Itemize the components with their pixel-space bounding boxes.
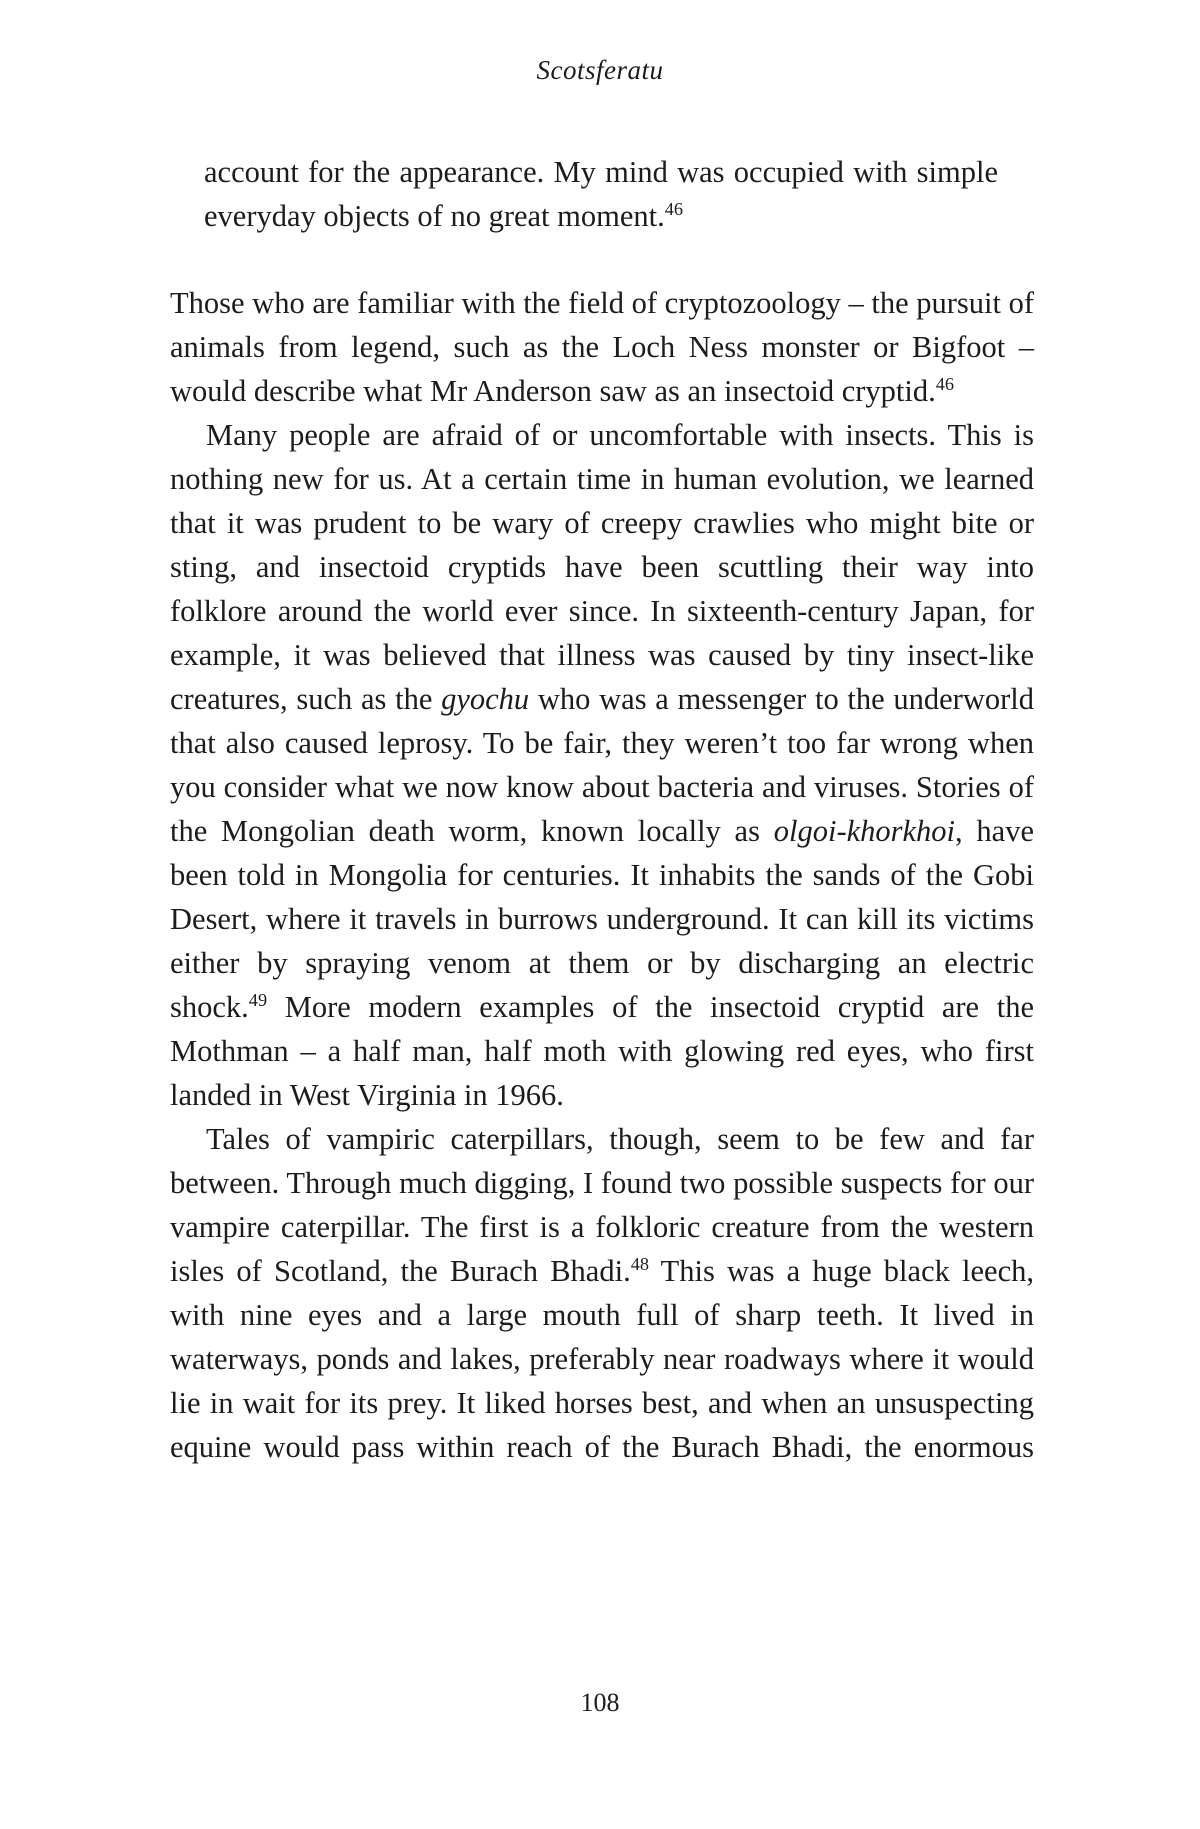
quote-paragraph xyxy=(204,150,998,238)
body-text xyxy=(170,281,1034,1469)
paragraph-3 xyxy=(170,1117,1034,1469)
paragraph-2 xyxy=(170,413,1034,1117)
term-gyochu: gyochu xyxy=(441,682,530,716)
footnote-ref: 46 xyxy=(664,198,684,219)
quote-text: account for the appearance. My mind was occupied with simple everyday objects of no great moment. xyxy=(204,155,998,233)
paragraph-2-text-c: , have been told in Mongolia for centuries. It inhabits the sands of the Gobi Desert, where it travels in burrows underground. It can kill its victims either by spraying venom at them or by discharging an electric shock. xyxy=(170,814,1034,1024)
paragraph-3-text-b: This was a huge black leech, with nine eyes and a large mouth full of sharp teeth. It lived in waterways, ponds and lakes, preferably near roadways where it would lie in wait for its prey. It liked horses best, and when an unsuspecting equine would pass within reach of the Burach Bhadi, the enormous xyxy=(170,1254,1034,1464)
paragraph-1 xyxy=(170,281,1034,413)
page-number: 108 xyxy=(580,1688,620,1717)
footnote-ref: 46 xyxy=(935,373,954,394)
paragraph-1-text: Those who are familiar with the field of cryptozoology – the pursuit of animals from legend, such as the Loch Ness monster or Bigfoot – would describe what Mr Anderson saw as an insectoid cryptid. xyxy=(170,286,1034,408)
term-olgoi-khorkhoi: olgoi-khorkhoi xyxy=(773,814,956,848)
paragraph-3-text-a: Tales of vampiric caterpillars, though, seem to be few and far between. Through much digging, I found two possible suspects for our vampire caterpillar. The first is a folkloric creature from the western isles of Scotland, the Burach Bhadi. xyxy=(170,1122,1034,1288)
paragraph-2-text-b: who was a messenger to the underworld that also caused leprosy. To be fair, they weren’t too far wrong when you consider what we now know about bacteria and viruses. Stories of the Mongolian death worm, known locally as xyxy=(170,682,1034,848)
footnote-ref: 49 xyxy=(248,989,268,1010)
paragraph-2-text-a: Many people are afraid of or uncomfortable with insects. This is nothing new for us. At a certain time in human evolution, we learned that it was prudent to be wary of creepy crawlies who might bite or sting, and insectoid cryptids have been scuttling their way into folklore around the world ever since. In sixteenth-century Japan, for example, it was believed that illness was caused by tiny insect-like creatures, such as the xyxy=(170,418,1034,716)
block-quote xyxy=(204,150,998,238)
footnote-ref: 48 xyxy=(630,1253,649,1274)
paragraph-2-text-d: More modern examples of the insectoid cryptid are the Mothman – a half man, half moth with glowing red eyes, who first landed in West Virginia in 1966. xyxy=(170,990,1034,1112)
running-head: Scotsferatu xyxy=(536,55,664,85)
